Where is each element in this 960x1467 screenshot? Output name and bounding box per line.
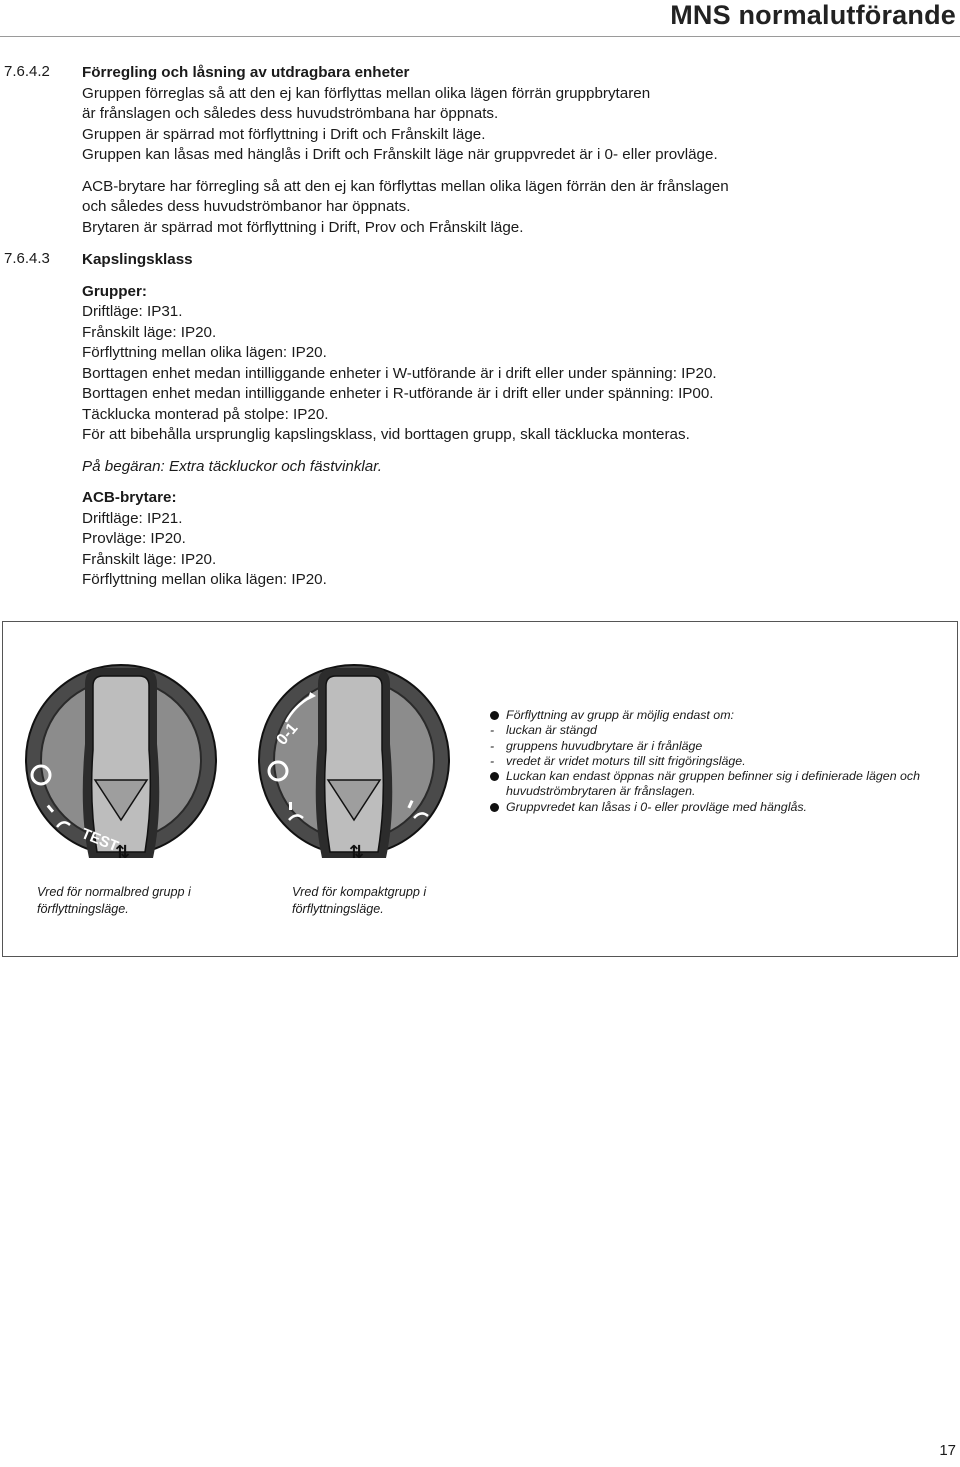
body-line: Förflyttning mellan olika lägen: IP20. (82, 344, 327, 361)
section-heading: Kapslingsklass (82, 251, 193, 268)
body-line: Frånskilt läge: IP20. (82, 550, 217, 568)
body-line: och således dess huvudströmbanor har öppnats. (82, 198, 411, 215)
note-text: Gruppvredet kan låsas i 0- eller provläge med hänglås. (506, 799, 807, 814)
sub-text: luckan är stängd (506, 723, 597, 738)
body-line: ACB-brytare har förregling så att den ej kan förflyttas mellan olika lägen förrän den är frånslagen (82, 177, 729, 195)
figure-notes (489, 708, 949, 815)
knob-compact-illustration (256, 662, 452, 858)
body-line: För att bibehålla ursprunglig kapslingsklass, vid borttagen grupp, skall täcklucka monteras. (82, 426, 690, 443)
sub-text: vredet är vridet moturs till sitt frigöringsläge. (506, 753, 746, 768)
section-number-7-6-4-3: 7.6.4.3 (4, 250, 50, 267)
knob-compact (256, 662, 452, 858)
section-enclosure-class (82, 250, 942, 591)
body-line: Täcklucka monterad på stolpe: IP20. (82, 405, 329, 423)
test-label: TEST (78, 825, 121, 856)
sub-item: - gruppens huvudbrytare är i frånläge (490, 738, 703, 753)
sub-text: gruppens huvudbrytare är i frånläge (506, 738, 703, 753)
page-header-title: MNS normalutförande (670, 0, 956, 30)
body-line: Driftläge: IP21. (82, 509, 183, 527)
body-line: är frånslagen och således dess huvudströmbana har öppnats. (82, 105, 499, 122)
bullet-icon (490, 772, 499, 781)
knob-normal-illustration (23, 662, 219, 858)
sub-item: - luckan är stängd (490, 723, 597, 738)
body-line: Gruppen förreglas så att den ej kan förflyttas mellan olika lägen förrän gruppbrytaren (82, 84, 651, 102)
acb-heading: ACB-brytare: (82, 489, 177, 506)
bullet-icon (490, 711, 499, 720)
note-item (489, 800, 949, 815)
groups-heading: Grupper: (82, 282, 147, 300)
body-line: Driftläge: IP31. (82, 303, 183, 320)
section-heading: Förregling och låsning av utdragbara enheter (82, 64, 410, 81)
note-item (489, 708, 949, 723)
page-number: 17 (939, 1442, 956, 1459)
body-line: Gruppen är spärrad mot förflyttning i Drift och Frånskilt läge. (82, 125, 486, 143)
note-text: huvudströmbrytaren är frånslagen. (506, 784, 696, 799)
note-text: Förflyttning av grupp är möjlig endast om: (506, 708, 734, 722)
sub-item: - vredet är vridet moturs till sitt frigöringsläge. (490, 753, 746, 768)
section-number-7-6-4-2: 7.6.4.2 (4, 63, 50, 80)
updown-arrow-icon: ⇅ (115, 842, 131, 858)
header-divider (0, 36, 960, 37)
note-item (489, 769, 949, 800)
request-note: På begäran: Extra täckluckor och fästvinklar. (82, 457, 382, 475)
body-line: Förflyttning mellan olika lägen: IP20. (82, 571, 327, 588)
caption-right: Vred för kompaktgrupp i förflyttningsläge. (292, 885, 427, 916)
figure-panel (2, 621, 958, 957)
body-line: Provläge: IP20. (82, 530, 186, 547)
knob-normal-width (23, 662, 219, 858)
body-line: Borttagen enhet medan intilliggande enheter i R-utförande är i drift eller under spänning: IP00. (82, 385, 714, 402)
note-text: Luckan kan endast öppnas när gruppen befinner sig i definierade lägen och (506, 769, 921, 784)
body-line: Brytaren är spärrad mot förflyttning i Drift, Prov och Frånskilt läge. (82, 218, 524, 236)
caption-left: Vred för normalbred grupp i förflyttningsläge. (37, 885, 191, 916)
bullet-icon (490, 803, 499, 812)
section-interlocking (82, 63, 942, 238)
body-line: Borttagen enhet medan intilliggande enheter i W-utförande är i drift eller under spänning: IP20. (82, 364, 717, 382)
position-zero-one-label: 0-1 (273, 719, 302, 749)
updown-arrow-icon: ⇅ (349, 842, 365, 858)
body-line: Gruppen kan låsas med hänglås i Drift och Frånskilt läge när gruppvredet är i 0- eller provläge. (82, 146, 718, 163)
body-line: Frånskilt läge: IP20. (82, 323, 217, 341)
